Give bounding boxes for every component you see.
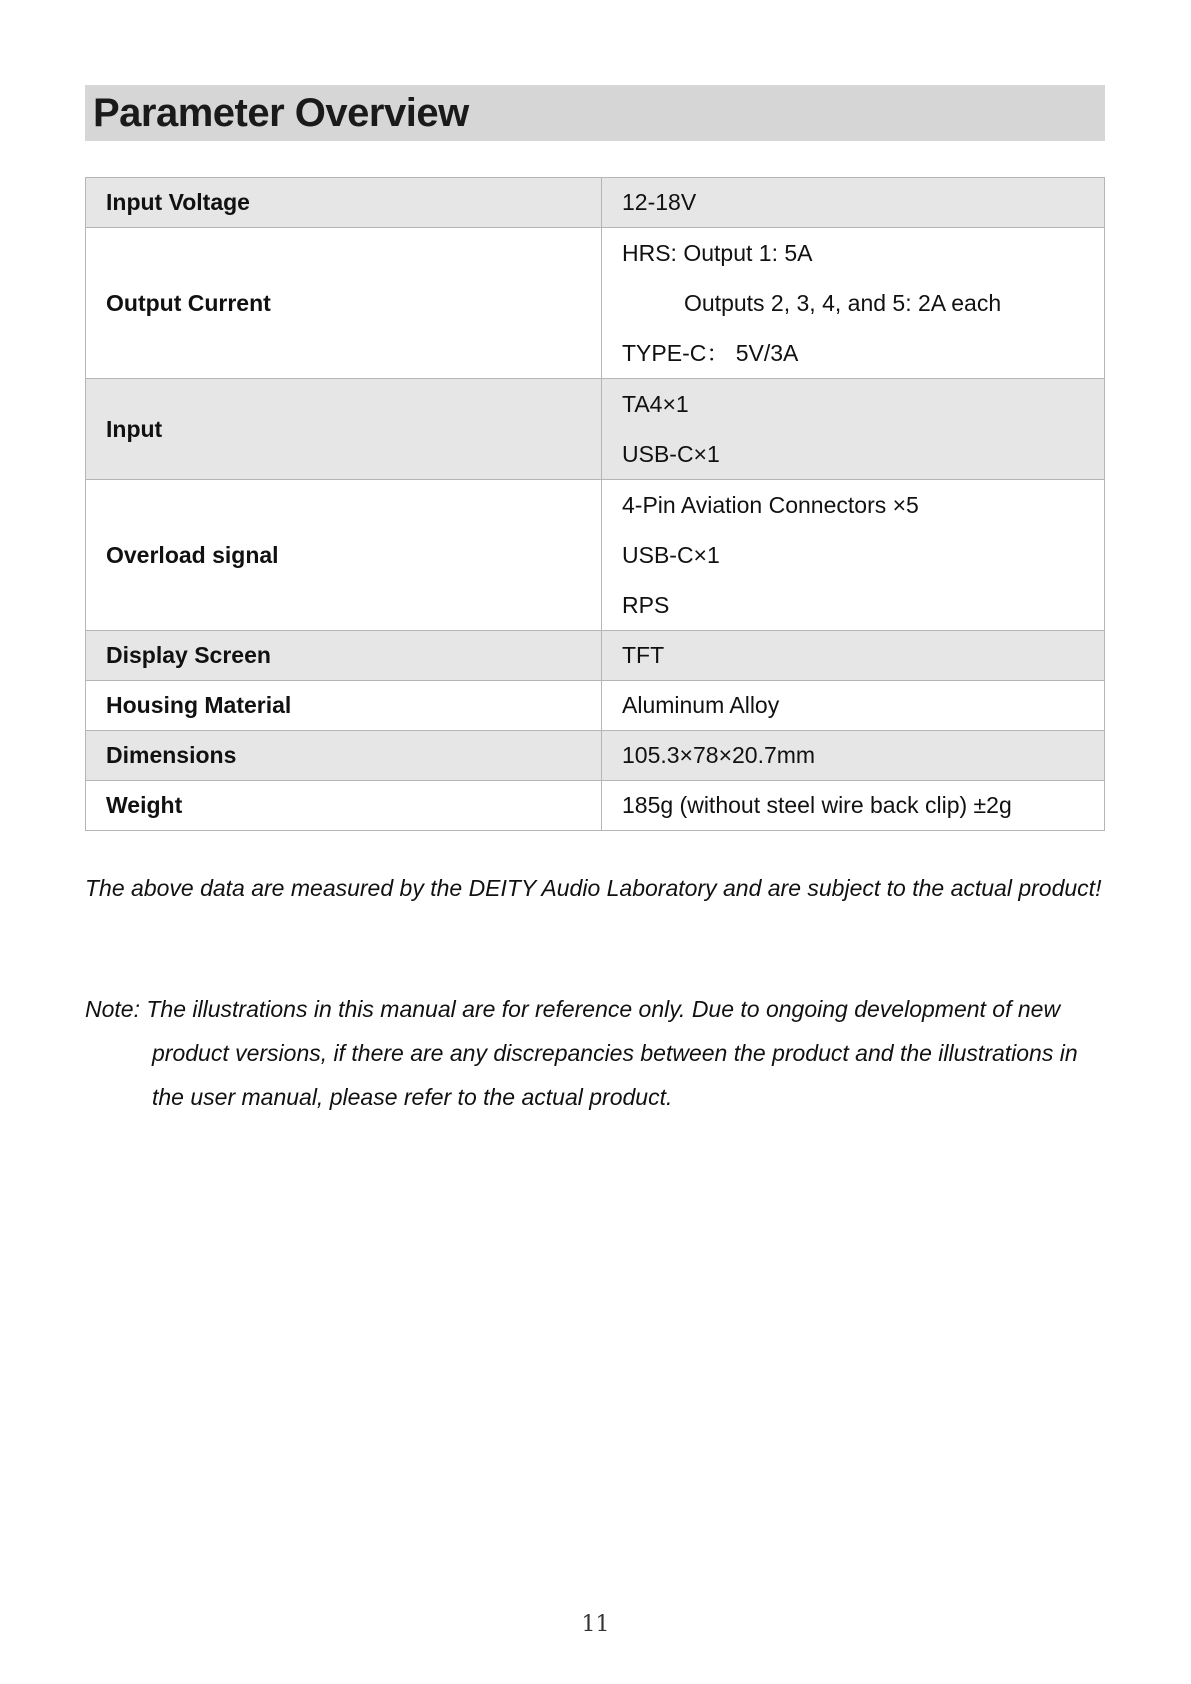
disclaimer-text: The above data are measured by the DEITY Audio Laboratory and are subject to the actual product!: [85, 875, 1102, 901]
parameter-value-cell: [602, 178, 1105, 228]
parameter-value: USB-C×1: [622, 441, 720, 467]
parameter-value: 4-Pin Aviation Connectors ×5: [622, 492, 919, 518]
table-row: [86, 379, 1105, 480]
parameter-value-cell: [602, 480, 1105, 631]
table-row: [86, 681, 1105, 731]
parameter-value: 105.3×78×20.7mm: [622, 742, 816, 768]
parameter-name: Overload signal: [86, 480, 602, 631]
parameter-value-cell: [602, 781, 1105, 831]
parameter-value: USB-C×1: [622, 542, 720, 568]
parameter-value-cell: [602, 379, 1105, 480]
parameter-value-cell: [602, 228, 1105, 379]
note-label: Note:: [85, 996, 140, 1022]
table-row: [86, 731, 1105, 781]
parameter-value: 185g (without steel wire back clip) ±2g: [622, 792, 1012, 818]
section-header: [85, 85, 1105, 141]
parameter-name: Dimensions: [86, 731, 602, 781]
parameter-name: Weight: [86, 781, 602, 831]
parameter-name: Display Screen: [86, 631, 602, 681]
parameter-value: TA4×1: [622, 391, 689, 417]
page-title: Parameter Overview: [93, 91, 469, 135]
parameter-value: TFT: [622, 642, 665, 668]
table-row: [86, 228, 1105, 379]
parameter-value-cell: [602, 731, 1105, 781]
parameter-name: Input Voltage: [86, 178, 602, 228]
note-text: [85, 987, 1105, 1119]
parameter-name: Input: [86, 379, 602, 480]
parameter-table: [85, 177, 1105, 831]
parameter-value-cell: [602, 631, 1105, 681]
parameter-value: Outputs 2, 3, 4, and 5: 2A each: [684, 290, 1002, 316]
table-row: [86, 781, 1105, 831]
parameter-value: Aluminum Alloy: [622, 692, 780, 718]
parameter-value: 12-18V: [622, 189, 697, 215]
table-row: [86, 480, 1105, 631]
table-row: [86, 178, 1105, 228]
note-body: The illustrations in this manual are for reference only. Due to ongoing development of new product versions, if there are any discrepancies between the product and the illustrations in the user manual, please refer to the actual product.: [146, 996, 1078, 1110]
parameter-value-cell: [602, 681, 1105, 731]
parameter-name: Housing Material: [86, 681, 602, 731]
parameter-value: HRS: Output 1: 5A: [622, 240, 813, 266]
parameter-value: RPS: [622, 592, 670, 618]
page-number: 11: [581, 1612, 610, 1637]
parameter-value: TYPE-C： 5V/3A: [622, 340, 799, 366]
table-row: [86, 631, 1105, 681]
parameter-name: Output Current: [86, 228, 602, 379]
